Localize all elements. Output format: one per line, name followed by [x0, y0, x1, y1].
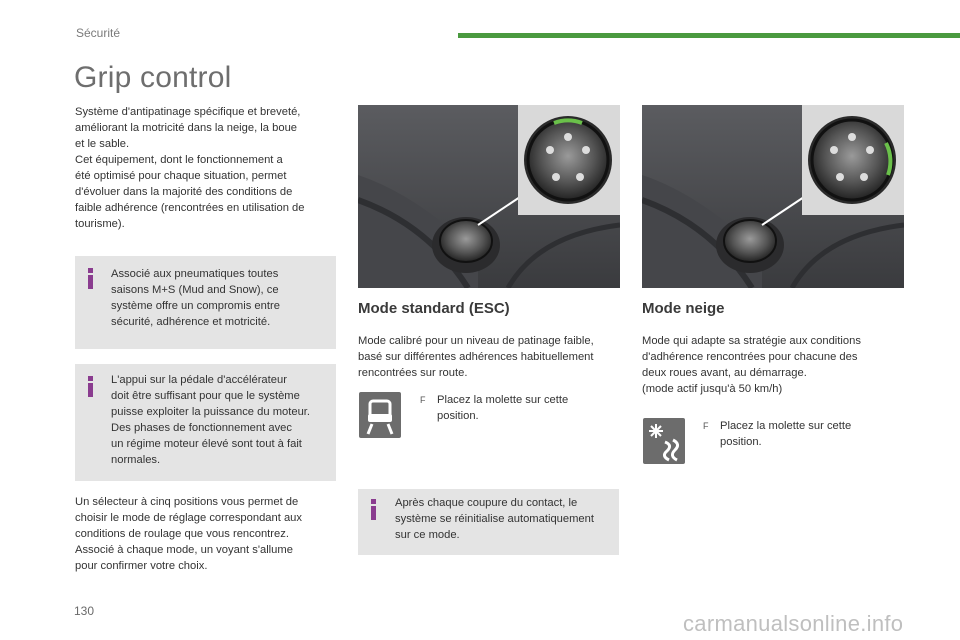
mode-neige-instruction	[720, 418, 890, 450]
photo-standard-mode	[358, 105, 620, 288]
intro-line: Système d'antipatinage spécifique et breveté,	[75, 106, 301, 118]
esc-mode-icon	[359, 392, 401, 438]
mode-standard-description	[358, 333, 623, 381]
instruction-line: Placez la molette sur cette	[437, 394, 569, 406]
mode-standard-heading: Mode standard (ESC)	[358, 300, 510, 317]
info-line: L'appui sur la pédale d'accélérateur	[111, 374, 287, 386]
description-line: d'adhérence rencontrées pour chacune des	[642, 351, 858, 363]
info-line: Après chaque coupure du contact, le	[395, 497, 578, 509]
grip-control-knob-illustration	[642, 105, 904, 288]
instruction-line: Placez la molette sur cette	[720, 420, 852, 432]
description-line: Mode qui adapte sa stratégie aux conditions	[642, 335, 861, 347]
info-box-text	[111, 266, 331, 330]
intro-paragraph	[75, 104, 340, 232]
mode-neige-description	[642, 333, 904, 397]
info-icon	[88, 376, 93, 397]
info-line: système se réinitialise automatiquement	[395, 513, 594, 525]
instruction-line: position.	[437, 410, 479, 422]
selector-line: choisir le mode de réglage correspondant aux	[75, 512, 302, 524]
instruction-line: position.	[720, 436, 762, 448]
info-box-text	[395, 495, 617, 543]
instruction-bullet: F	[420, 395, 426, 405]
description-line: (mode actif jusqu'à 50 km/h)	[642, 383, 783, 395]
intro-line: tourisme).	[75, 218, 125, 230]
page-title: Grip control	[74, 61, 232, 94]
info-line: saisons M+S (Mud and Snow), ce	[111, 284, 279, 296]
info-line: un régime moteur élevé sont tout à fait	[111, 438, 302, 450]
selector-line: pour confirmer votre choix.	[75, 560, 208, 572]
selector-line: Un sélecteur à cinq positions vous permet de	[75, 496, 299, 508]
section-label: Sécurité	[76, 26, 121, 40]
snow-mode-icon	[643, 418, 685, 464]
intro-line: d'évoluer dans la majorité des conditions de	[75, 186, 293, 198]
intro-line: été optimisé pour chaque situation, permet	[75, 170, 287, 182]
info-line: sécurité, adhérence et motricité.	[111, 316, 271, 328]
info-icon	[88, 268, 93, 289]
intro-line: et le sable.	[75, 138, 130, 150]
info-box-tyres	[75, 256, 336, 349]
intro-line: Cet équipement, dont le fonctionnement a	[75, 154, 283, 166]
header-rule	[458, 33, 960, 38]
description-line: basé sur différentes adhérences habituellement	[358, 351, 594, 363]
info-line: Associé aux pneumatiques toutes	[111, 268, 279, 280]
selector-line: conditions de roulage que vous rencontrez.	[75, 528, 289, 540]
info-box-text	[111, 372, 333, 468]
info-line: normales.	[111, 454, 161, 466]
info-line: système offre un compromis entre	[111, 300, 280, 312]
selector-paragraph	[75, 494, 340, 574]
description-line: rencontrées sur route.	[358, 367, 468, 379]
instruction-bullet: F	[703, 421, 709, 431]
info-line: Des phases de fonctionnement avec	[111, 422, 292, 434]
info-box-reset	[358, 489, 619, 555]
info-line: puisse exploiter la puissance du moteur.	[111, 406, 311, 418]
watermark: carmanualsonline.info	[683, 611, 904, 636]
photo-snow-mode	[642, 105, 904, 288]
grip-control-knob-illustration	[358, 105, 620, 288]
info-box-accelerator	[75, 364, 336, 481]
page-number: 130	[74, 604, 95, 618]
mode-standard-instruction	[437, 392, 607, 424]
info-line: sur ce mode.	[395, 529, 460, 541]
mode-neige-heading: Mode neige	[642, 300, 725, 317]
info-line: doit être suffisant pour que le système	[111, 390, 300, 402]
description-line: deux roues avant, au démarrage.	[642, 367, 807, 379]
intro-line: faible adhérence (rencontrées en utilisation de	[75, 202, 305, 214]
intro-line: améliorant la motricité dans la neige, la boue	[75, 122, 298, 134]
description-line: Mode calibré pour un niveau de patinage faible,	[358, 335, 594, 347]
selector-line: Associé à chaque mode, un voyant s'allume	[75, 544, 293, 556]
info-icon	[371, 499, 376, 520]
